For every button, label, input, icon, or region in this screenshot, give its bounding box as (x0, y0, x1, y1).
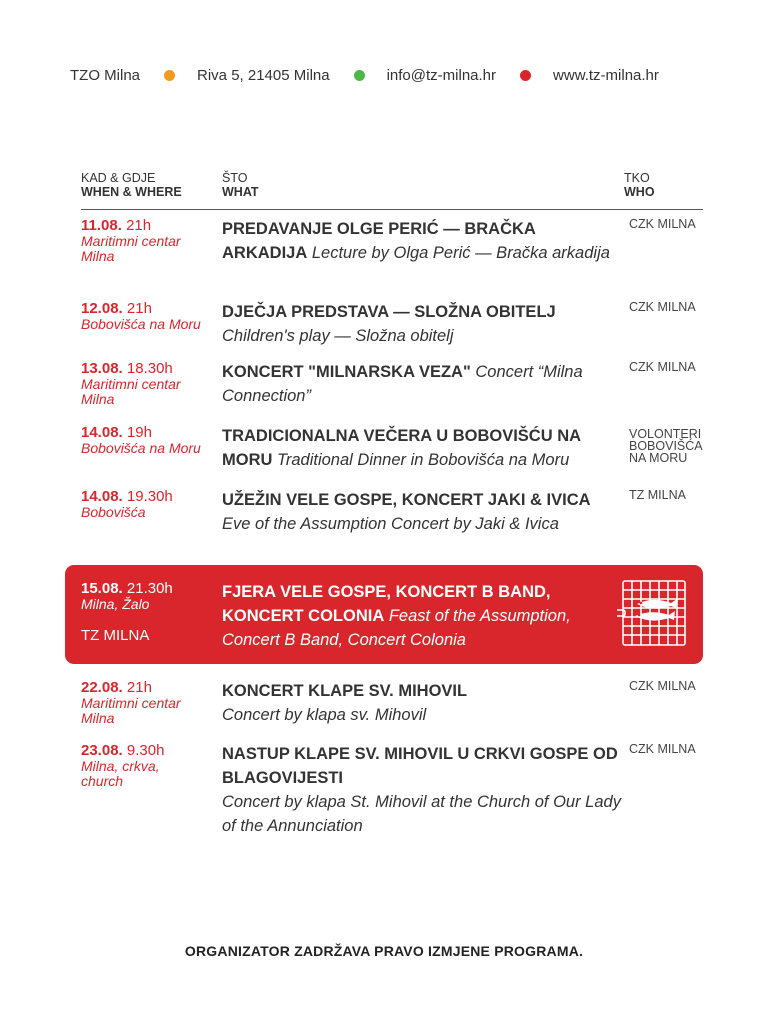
event-what (222, 679, 622, 727)
event-date: 22.08. (81, 679, 123, 696)
header-what-en: WHAT (222, 185, 259, 199)
header-who-hr: TKO (624, 171, 650, 185)
contact-bar (70, 64, 710, 86)
event-place: Maritimni centar Milna (81, 376, 181, 407)
event-place: Milna, crkva, church (81, 758, 160, 789)
event-who: CZK MILNA (629, 300, 696, 314)
event-what (222, 742, 622, 838)
website-link[interactable]: www.tz-milna.hr (553, 66, 659, 84)
event-desc: Concert by klapa St. Mihovil at the Church of Our Lady of the Annunciation (222, 793, 621, 835)
address: Riva 5, 21405 Milna (197, 66, 330, 84)
event-row (81, 679, 703, 729)
event-desc: Eve of the Assumption Concert by Jaki & Ivica (222, 515, 559, 533)
grill-icon (617, 578, 689, 650)
event-what (222, 217, 622, 265)
event-time: 21h (126, 217, 152, 234)
orange-dot-icon (164, 70, 175, 81)
event-date: 14.08. (81, 488, 123, 505)
table-header (81, 171, 703, 210)
event-who: CZK MILNA (629, 742, 696, 756)
event-what (222, 424, 622, 472)
event-row (81, 360, 703, 410)
event-what (222, 300, 622, 348)
event-title: KONCERT KLAPE SV. MIHOVIL (222, 682, 468, 700)
featured-event-card (65, 565, 703, 664)
org-name: TZO Milna (70, 66, 141, 84)
event-time: 19.30h (126, 488, 173, 505)
event-title: FJERA VELE GOSPE, KONCERT B BAND, KONCERT COLONIA (222, 583, 551, 625)
email-link[interactable]: info@tz-milna.hr (386, 66, 497, 84)
event-desc: Lecture by Olga Perić — Bračka arkadija (311, 244, 610, 262)
event-when (81, 580, 216, 612)
event-when (81, 742, 216, 789)
event-title: DJEČJA PREDSTAVA — SLOŽNA OBITELJ (222, 303, 556, 321)
event-date: 14.08. (81, 424, 123, 441)
event-who: TZ MILNA (629, 488, 686, 502)
event-title: TRADICIONALNA VEČERA U BOBOVIŠĆU NA MORU (222, 427, 581, 469)
event-who: CZK MILNA (629, 679, 696, 693)
event-what (222, 360, 622, 408)
red-dot-icon (520, 70, 531, 81)
event-who: CZK MILNA (629, 360, 696, 374)
event-who: TZ MILNA (81, 627, 150, 644)
event-title: PREDAVANJE OLGE PERIĆ — BRAČKA ARKADIJA (222, 220, 536, 262)
event-row (81, 488, 703, 560)
event-when (81, 488, 216, 520)
event-place: Bobovišća na Moru (81, 316, 201, 332)
event-what (222, 580, 602, 652)
header-who (624, 171, 655, 199)
event-place: Bobovišća (81, 504, 146, 520)
event-desc: Concert “Milna Connection” (222, 363, 583, 405)
header-when-en: WHEN & WHERE (81, 185, 182, 199)
event-place: Maritimni centar Milna (81, 233, 181, 264)
header-what (222, 171, 259, 199)
header-when (81, 171, 182, 199)
event-when (81, 360, 216, 407)
event-desc: Concert by klapa sv. Mihovil (222, 706, 427, 724)
header-who-en: WHO (624, 185, 655, 199)
event-who: CZK MILNA (629, 217, 696, 231)
event-date: 12.08. (81, 300, 123, 317)
event-date: 13.08. (81, 360, 123, 377)
event-date: 11.08. (81, 217, 122, 234)
event-when (81, 424, 216, 456)
event-place: Bobovišća na Moru (81, 440, 201, 456)
green-dot-icon (354, 70, 365, 81)
event-place: Milna, Žalo (81, 596, 150, 612)
header-when-hr: KAD & GDJE (81, 171, 156, 185)
event-time: 9.30h (126, 742, 165, 759)
event-time: 18.30h (126, 360, 173, 377)
event-row (81, 742, 703, 838)
event-date: 23.08. (81, 742, 123, 759)
event-date: 15.08. (81, 580, 123, 597)
event-time: 19h (126, 424, 152, 441)
event-time: 21h (126, 679, 152, 696)
event-place: Maritimni centar Milna (81, 695, 181, 726)
event-desc: Children's play — Složna obitelj (222, 327, 454, 345)
event-when (81, 679, 216, 726)
event-when (81, 217, 216, 264)
event-title: UŽEŽIN VELE GOSPE, KONCERT JAKI & IVICA (222, 491, 591, 509)
event-row (81, 217, 703, 289)
event-title: KONCERT "MILNARSKA VEZA" (222, 363, 471, 381)
event-row (81, 424, 703, 474)
footer-notice: ORGANIZATOR ZADRŽAVA PRAVO IZMJENE PROGRAMA. (184, 943, 584, 959)
event-time: 21h (126, 300, 152, 317)
event-row (81, 300, 703, 350)
event-who: VOLONTERI BOBOVIŠĆA NA MORU (629, 427, 702, 465)
event-what (222, 488, 622, 536)
event-when (81, 300, 216, 332)
event-desc: Traditional Dinner in Bobovišća na Moru (277, 451, 570, 469)
header-what-hr: ŠTO (222, 171, 248, 185)
event-time: 21.30h (126, 580, 173, 597)
event-desc: Feast of the Assumption, Concert B Band, Concert Colonia (222, 607, 571, 649)
event-title: NASTUP KLAPE SV. MIHOVIL U CRKVI GOSPE OD BLAGOVIJESTI (222, 745, 618, 787)
